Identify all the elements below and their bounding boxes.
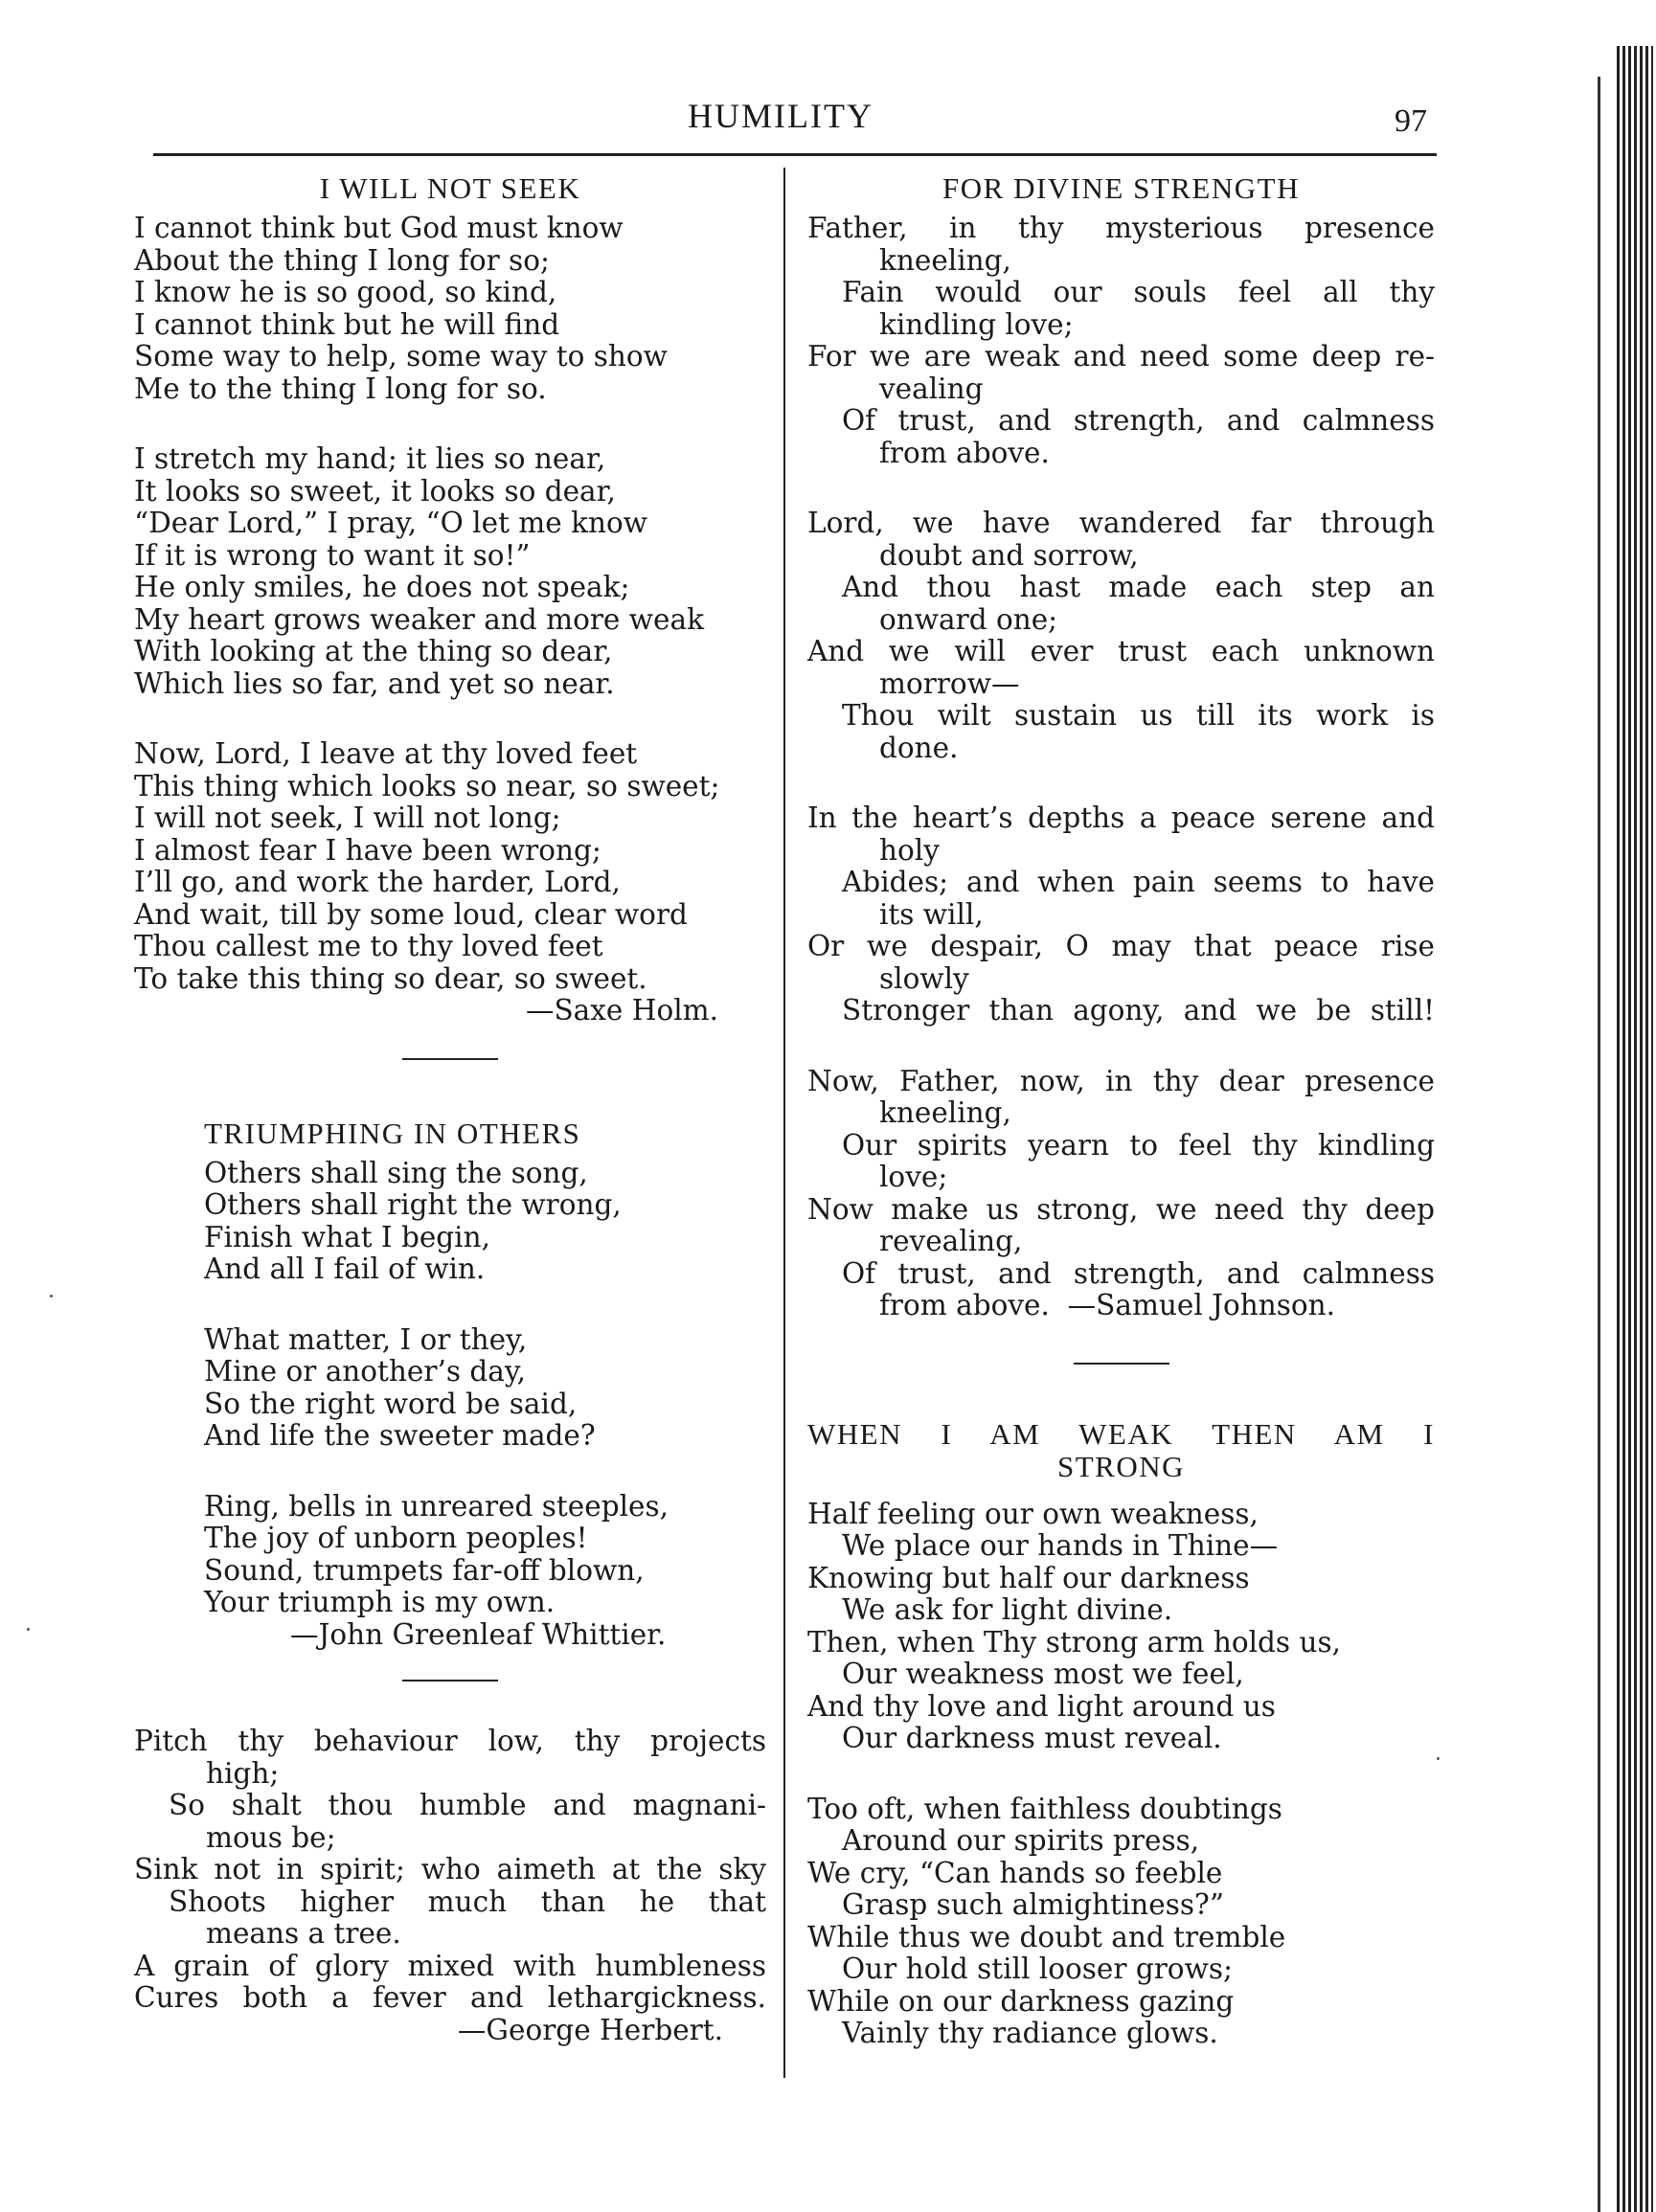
poem-line: I cannot think but he will find (134, 307, 560, 341)
left-column (134, 172, 766, 2046)
poem-line: I almost fear I have been wrong; (134, 833, 601, 867)
poem-line: kneeling, (879, 1096, 1011, 1129)
poem-line: from above. (879, 436, 1050, 469)
poem-line: Shoots higher much than he that (169, 1885, 766, 1918)
page-gutter-line (1598, 77, 1600, 2212)
poem-title: WHEN I AM WEAK THEN AM I (807, 1416, 1435, 1451)
poem-title: FOR DIVINE STRENGTH (942, 171, 1300, 205)
stanza (807, 1066, 1435, 1322)
poem-line: Ring, bells in unreared steeples, (204, 1489, 669, 1523)
poem-line: Our spirits yearn to feel thy kindling (842, 1128, 1435, 1162)
poem-author: —John Greenleaf Whittier. (290, 1617, 667, 1651)
poem-author: —Samuel Johnson. (1067, 1289, 1336, 1321)
poem-line: Sound, trumpets far-off blown, (204, 1553, 645, 1587)
poem-line: Vainly thy radiance glows. (842, 2017, 1218, 2049)
poem-line: We cry, “Can hands so feeble (807, 1856, 1223, 1889)
poem-line: Stronger than agony, and we be still! (842, 994, 1435, 1027)
poem-line: its will, (879, 897, 984, 931)
poem-line: Our darkness must reveal. (842, 1722, 1222, 1754)
poem-line: I know he is so good, so kind, (134, 276, 557, 308)
header-rule (153, 153, 1437, 156)
poem-line: Our weakness most we feel, (842, 1658, 1244, 1690)
poem-line: Abides; and when pain seems to have (842, 866, 1435, 898)
poem-line: Sink not in spirit; who aimeth at the sky (134, 1853, 766, 1885)
poem-line: We ask for light divine. (842, 1593, 1173, 1626)
poem-line: In the heart’s depths a peace serene and (807, 801, 1435, 834)
poem-line: And all I fail of win. (204, 1253, 486, 1285)
paper-speck (27, 1628, 30, 1631)
poem-line: We place our hands in Thine— (842, 1529, 1279, 1562)
poem-line (807, 1290, 1435, 1322)
page-title: HUMILITY (688, 97, 873, 135)
poem-line: Around our spirits press, (842, 1824, 1200, 1857)
poem-triumphing-in-others (134, 1117, 766, 1652)
page-number: 97 (1395, 103, 1427, 139)
poem-line: onward one; (879, 602, 1058, 636)
poem-line: Knowing but half our darkness (807, 1561, 1250, 1594)
stanza (134, 738, 766, 995)
poem-line: Now, Father, now, in thy dear presence (807, 1064, 1435, 1097)
poem-line: For we are weak and need some deep re- (807, 340, 1435, 372)
poem-line: This thing which looks so near, so sweet; (134, 769, 720, 802)
poem-line: It looks so sweet, it looks so dear, (134, 474, 616, 508)
poem-line: What matter, I or they, (204, 1322, 528, 1356)
running-head (134, 96, 1427, 144)
poem-i-will-not-seek (134, 172, 766, 1027)
paper-speck (1437, 1757, 1440, 1760)
poem-author: —George Herbert. (457, 2013, 723, 2046)
poem-line: doubt and sorrow, (879, 538, 1139, 572)
poem-line: Then, when Thy strong arm holds us, (807, 1625, 1341, 1659)
stanza (807, 1794, 1435, 2050)
poem-line: Too oft, when faithless doubtings (807, 1792, 1282, 1825)
column-rule (783, 168, 785, 2078)
poem-line: I cannot think but God must know (134, 212, 624, 244)
poem-line: Of trust, and strength, and calmness (842, 404, 1435, 437)
poem-line: Now make us strong, we need thy deep (807, 1192, 1435, 1226)
poem-line: kindling love; (879, 307, 1074, 341)
poem-title: TRIUMPHING IN OTHERS (204, 1116, 581, 1150)
right-column (807, 172, 1435, 2050)
poem-line: He only smiles, he does not speak; (134, 571, 630, 603)
poem-line: done. (879, 731, 959, 764)
poem-line: Grasp such almightiness?” (842, 1888, 1224, 1921)
stanza (807, 213, 1435, 469)
poem-line: Now, Lord, I leave at thy loved feet (134, 737, 638, 770)
poem-line: So shalt thou humble and magnani- (169, 1789, 766, 1821)
stanza (807, 802, 1435, 1027)
poem-line: “Dear Lord,” I pray, “O let me know (134, 507, 647, 539)
poem-line: And thou hast made each step an (842, 571, 1435, 603)
poem-title-continued: STRONG (1056, 1449, 1185, 1483)
paper-speck (50, 1295, 53, 1298)
poem-title: I WILL NOT SEEK (319, 171, 581, 205)
poem-line: love; (879, 1161, 948, 1193)
poem-line: Some way to help, some way to show (134, 340, 668, 372)
stanza (807, 1499, 1435, 1755)
stanza (204, 1491, 766, 1619)
poem-line: And thy love and light around us (807, 1689, 1276, 1723)
poem-line: Lord, we have wandered far through (807, 507, 1435, 539)
poem-line: My heart grows weaker and more weak (134, 602, 704, 636)
poem-line: Which lies so far, and yet so near. (134, 666, 615, 700)
poem-line: And life the sweeter made? (204, 1419, 596, 1452)
poem-line: So the right word be said, (204, 1387, 578, 1420)
stanza (204, 1324, 766, 1453)
poem-line: Of trust, and strength, and calmness (842, 1256, 1435, 1290)
poem-line: To take this thing so dear, so sweet. (134, 961, 647, 995)
poem-line: Or we despair, O may that peace rise (807, 930, 1435, 962)
poem-line: morrow— (879, 666, 1020, 700)
poem-line: Others shall right the wrong, (204, 1188, 622, 1221)
poem-line: high; (206, 1756, 280, 1790)
poem-line: kneeling, (879, 243, 1011, 277)
poem-line: means a tree. (206, 1917, 401, 1950)
stanza (134, 213, 766, 405)
poem-line: And wait, till by some loud, clear word (134, 897, 688, 931)
poem-line: Fain would our souls feel all thy (842, 276, 1435, 308)
poem-line: I will not seek, I will not long; (134, 801, 561, 834)
poem-line: About the thing I long for so; (134, 243, 550, 277)
poem-line: revealing, (879, 1225, 1023, 1257)
poem-line: Finish what I begin, (204, 1220, 490, 1253)
poem-line: The joy of unborn peoples! (204, 1522, 588, 1554)
poem-herbert (134, 1726, 766, 2046)
poem-line: Mine or another’s day, (204, 1355, 526, 1388)
stanza (134, 443, 766, 700)
poem-line: I’ll go, and work the harder, Lord, (134, 866, 621, 898)
poem-line: Others shall sing the song, (204, 1156, 588, 1189)
poem-line: A grain of glory mixed with humbleness (134, 1949, 766, 1982)
poem-line: Me to the thing I long for so. (134, 372, 547, 405)
poem-author: —Saxe Holm. (525, 994, 718, 1027)
poem-line: Our hold still looser grows; (842, 1952, 1233, 1985)
stanza (204, 1158, 766, 1286)
poem-line: If it is wrong to want it so!” (134, 538, 531, 572)
poem-line: vealing (879, 372, 984, 405)
poem-line: While thus we doubt and tremble (807, 1920, 1286, 1953)
poem-line: Thou callest me to thy loved feet (134, 930, 603, 962)
poem-line-text: from above. (879, 1289, 1050, 1321)
poem-line: Cures both a fever and lethargickness. (134, 1981, 766, 2014)
poem-line: With looking at the thing so dear, (134, 635, 613, 667)
poem-line: slowly (879, 961, 969, 995)
poem-for-divine-strength (807, 172, 1435, 1322)
poem-line: And we will ever trust each unknown (807, 635, 1435, 667)
poem-when-i-am-weak (807, 1418, 1435, 2050)
poem-line: Father, in thy mysterious presence (807, 212, 1435, 244)
poem-line: Thou wilt sustain us till its work is (842, 699, 1435, 732)
poem-line: holy (879, 833, 940, 867)
poem-line: Pitch thy behaviour low, thy projects (134, 1725, 766, 1757)
poem-line: Your triumph is my own. (204, 1586, 556, 1618)
poem-line: I stretch my hand; it lies so near, (134, 442, 606, 475)
book-binding-edge (1617, 46, 1653, 2212)
poem-line: While on our darkness gazing (807, 1984, 1235, 2018)
poem-line: mous be; (206, 1820, 336, 1854)
stanza (807, 508, 1435, 764)
poem-line: Half feeling our own weakness, (807, 1497, 1259, 1530)
